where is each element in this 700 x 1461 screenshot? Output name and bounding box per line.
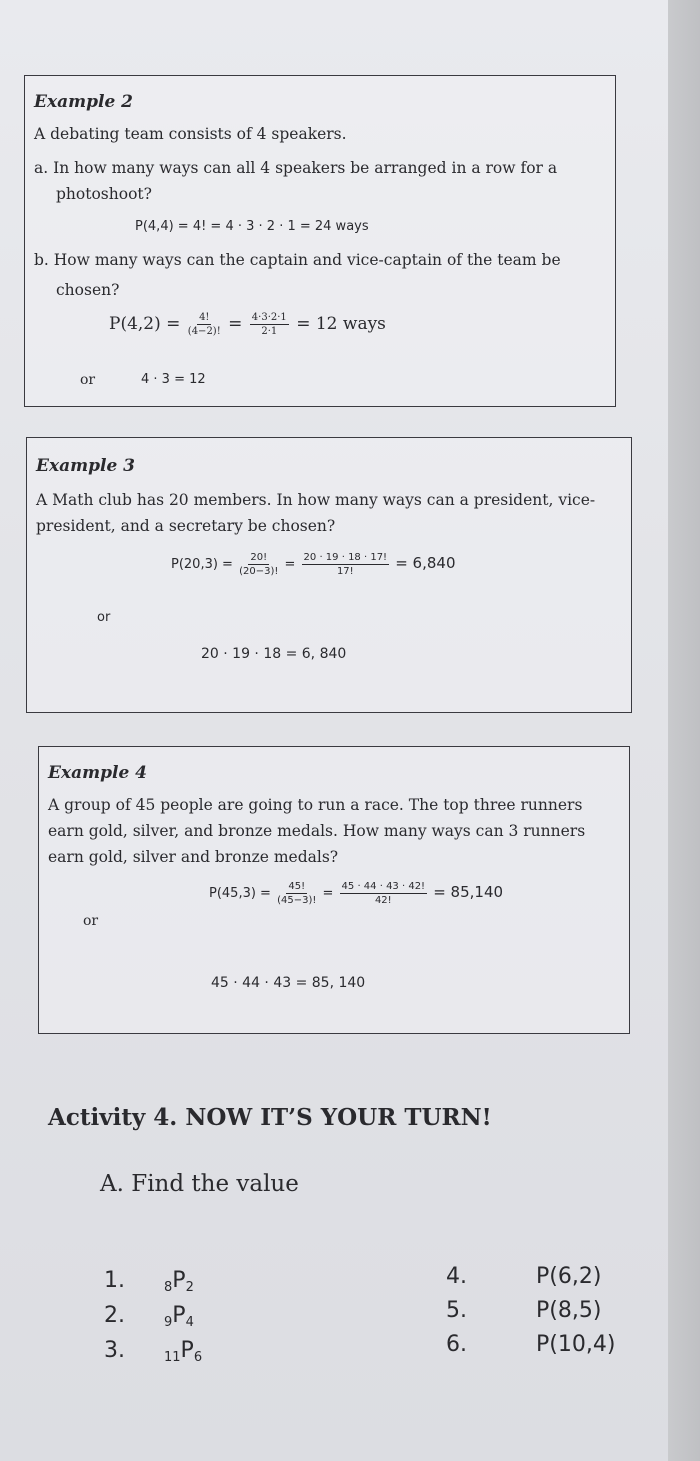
solution-result: = 85,140 (433, 883, 504, 901)
example-3-solution: P(20,3) = $\frac{20!}{(20-3)!}$ = $\frac{20 \cdot 19 \cdot 18 \cdot 17!}{17!}$ = 6,840 (171, 552, 456, 577)
fraction-numerator: 45! (288, 881, 306, 892)
solution-fraction-1 (239, 552, 278, 577)
example-2-alternative: 4 · 3 = 12 (141, 372, 206, 387)
page-edge-shadow (668, 0, 700, 1461)
example-2-solution-a: P(4,4) = 4! = 4 · 3 · 2 · 1 = 24 ways (135, 219, 369, 234)
activity-item-4 (446, 1264, 601, 1289)
activity-title: Activity 4. NOW IT’S YOUR TURN! (48, 1104, 492, 1131)
example-4-solution: P(45,3) = $\frac{45!}{(45-3)!}$ = $\frac{45 \cdot 44 \cdot 43 \cdot 42!}{42!}$ = 85,140 (209, 881, 504, 906)
item-number: 6. (446, 1332, 467, 1357)
solution-b-lhs: P(4,2) = (109, 314, 181, 334)
solution-result: = 6,840 (395, 554, 456, 572)
example-2-question-b-line1: b. How many ways can the captain and vice-captain of the team be (34, 251, 561, 269)
example-2-box (24, 75, 616, 407)
activity-item-3 (104, 1338, 202, 1363)
item-symbol: P (180, 1338, 194, 1363)
item-number: 4. (446, 1264, 467, 1289)
fraction-numerator: 4! (199, 312, 210, 323)
example-4-title: Example 4 (48, 763, 148, 783)
item-prefix: 9 (164, 1315, 173, 1330)
fraction-denominator: 2·1 (261, 326, 278, 337)
item-symbol: P (172, 1303, 186, 1328)
solution-lhs: P(20,3) = (171, 557, 233, 572)
fraction-numerator: 20 · 19 · 18 · 17! (303, 552, 388, 563)
fraction-denominator: (20−3)! (239, 566, 279, 577)
example-2-question-b-line2: chosen? (56, 281, 120, 299)
fraction-numerator: 4·3·2·1 (251, 312, 287, 323)
solution-b-fraction-1 (188, 312, 221, 337)
fraction-denominator: 42! (374, 895, 392, 906)
example-4-alternative: 45 · 44 · 43 = 85, 140 (211, 975, 366, 991)
item-expression: P(8,5) (536, 1298, 602, 1323)
example-2-question-a-line1: a. In how many ways can all 4 speakers be arranged in a row for a (34, 159, 558, 177)
example-4-question-line2: earn gold, silver, and bronze medals. How many ways can 3 runners (48, 822, 586, 840)
example-4-box (38, 746, 630, 1034)
example-3-question-line2: president, and a secretary be chosen? (36, 517, 336, 535)
activity-item-5 (446, 1298, 601, 1323)
example-2-solution-b: P(4,2) = $\frac{4!}{(4-2)!}$ = $\frac{4\cdot 3\cdot 2\cdot 1}{2\cdot 1}$ = 12 ways (109, 312, 386, 337)
example-2-question-a-line2: photoshoot? (56, 185, 152, 203)
fraction-numerator: 20! (250, 552, 268, 563)
example-3-title: Example 3 (36, 456, 136, 476)
solution-lhs: P(45,3) = (209, 886, 271, 901)
item-expression: P(6,2) (536, 1264, 602, 1289)
example-3-box (26, 437, 632, 713)
section-a-heading: A. Find the value (100, 1171, 299, 1197)
fraction-denominator: 17! (336, 566, 354, 577)
item-prefix: 11 (164, 1350, 181, 1365)
solution-b-fraction-2 (250, 312, 289, 337)
activity-item-2 (104, 1303, 194, 1328)
example-3-or-label: or (97, 610, 111, 625)
item-number: 2. (104, 1303, 125, 1328)
fraction-numerator: 45 · 44 · 43 · 42! (341, 881, 426, 892)
activity-item-6 (446, 1332, 615, 1357)
solution-fraction-2 (340, 881, 428, 906)
example-4-or-label: or (83, 913, 99, 929)
item-number: 5. (446, 1298, 467, 1323)
item-symbol: P (172, 1268, 186, 1293)
fraction-denominator: (4−2)! (187, 326, 221, 337)
item-expression: P(10,4) (536, 1332, 616, 1357)
fraction-denominator: (45−3)! (277, 895, 317, 906)
example-2-title: Example 2 (34, 92, 134, 112)
solution-fraction-1 (277, 881, 316, 906)
item-number: 3. (104, 1338, 125, 1363)
example-2-intro: A debating team consists of 4 speakers. (34, 125, 347, 143)
item-number: 1. (104, 1268, 125, 1293)
solution-b-result: = 12 ways (296, 314, 386, 334)
item-prefix: 8 (164, 1280, 173, 1295)
solution-fraction-2 (302, 552, 390, 577)
example-2-or-label: or (80, 372, 96, 388)
example-3-question-line1: A Math club has 20 members. In how many ways can a president, vice- (36, 491, 596, 509)
example-4-question-line3: earn gold, silver and bronze medals? (48, 848, 339, 866)
item-subscript: 4 (185, 1315, 194, 1330)
item-subscript: 6 (193, 1350, 203, 1365)
example-3-alternative: 20 · 19 · 18 = 6, 840 (201, 646, 347, 662)
item-subscript: 2 (185, 1280, 194, 1295)
activity-item-1 (104, 1268, 194, 1293)
example-4-question-line1: A group of 45 people are going to run a race. The top three runners (48, 796, 583, 814)
